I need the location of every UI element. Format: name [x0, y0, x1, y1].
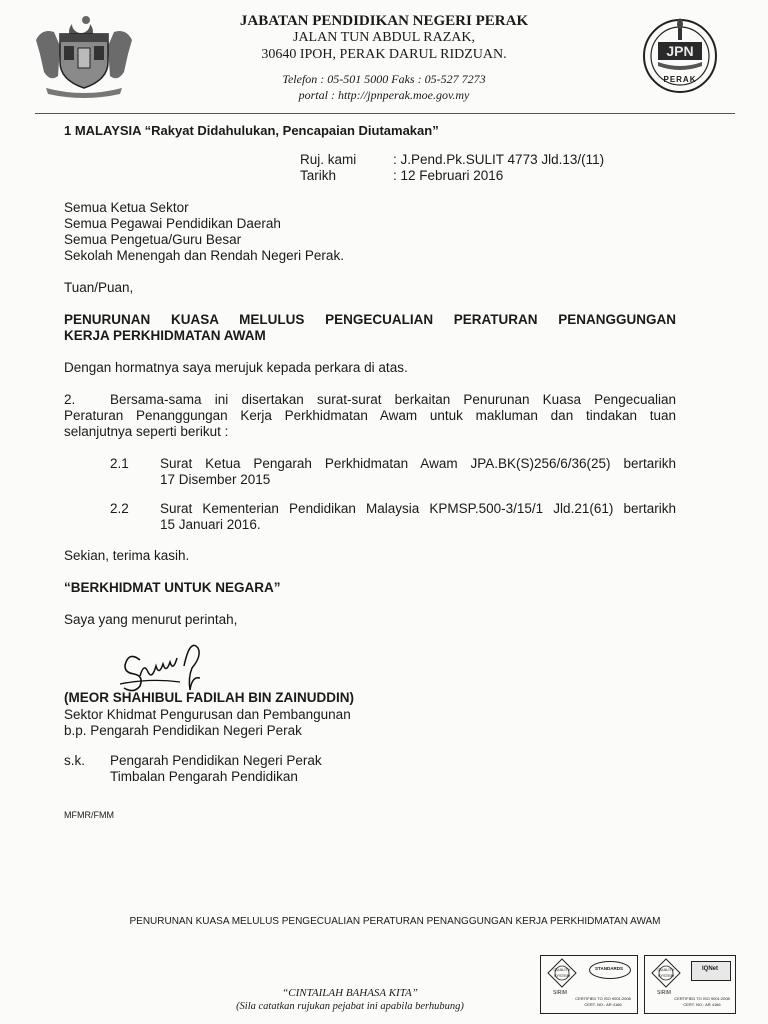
iso-cert-badge	[644, 955, 736, 1014]
closing: Sekian, terima kasih.	[64, 548, 190, 563]
recipient-line: Semua Pegawai Pendidikan Daerah	[64, 216, 281, 231]
initials: MFMR/FMM	[64, 810, 114, 820]
svg-text:JPN: JPN	[666, 43, 694, 59]
cert-line-2: CERT. NO.: AR 4166	[584, 1002, 622, 1007]
motto: 1 MALAYSIA “Rakyat Didahulukan, Pencapaian Diutamakan”	[64, 123, 439, 138]
date-value: : 12 Februari 2016	[393, 168, 504, 183]
paragraph-1: Dengan hormatnya saya merujuk kepada perkara di atas.	[64, 360, 408, 375]
subject-line-1: PENURUNAN KUASA MELULUS PENGECUALIAN PERATURAN PENANGGUNGAN	[64, 312, 676, 327]
footer-subject: PENURUNAN KUASA MELULUS PENGECUALIAN PERATURAN PENANGGUNGAN KERJA PERKHIDMATAN AWAM	[129, 916, 661, 927]
recipient-line: Semua Pengetua/Guru Besar	[64, 232, 242, 247]
ref-value: : J.Pend.Pk.SULIT 4773 Jld.13/(11)	[393, 152, 605, 167]
cert-line-1: CERTIFIED TO ISO 9001:2008	[674, 996, 730, 1001]
cert-top-label: QUALITY SYSTEM	[657, 967, 675, 978]
cc-line-2: Timbalan Pengarah Pendidikan	[110, 769, 298, 784]
paragraph-2-number: 2.	[64, 392, 76, 407]
cert-org-label: SIRIM	[657, 990, 671, 996]
cert-top-label: QUALITY SYSTEM	[553, 967, 571, 978]
address-line-2: 30640 IPOH, PERAK DARUL RIDZUAN.	[261, 47, 507, 62]
subject-line-2: KERJA PERKHIDMATAN AWAM	[64, 328, 266, 343]
cc-line-1: Pengarah Pendidikan Negeri Perak	[110, 753, 322, 768]
signatory-name: (MEOR SHAHIBUL FADILAH BIN ZAINUDDIN)	[64, 690, 354, 705]
slogan: “BERKHIDMAT UNTUK NEGARA”	[64, 580, 281, 595]
address-line-1: JALAN TUN ABDUL RAZAK,	[293, 30, 475, 45]
cert-mid-label: IQNet	[701, 966, 718, 972]
org-name: JABATAN PENDIDIKAN NEGERI PERAK	[239, 13, 529, 29]
salutation: Tuan/Puan,	[64, 280, 134, 295]
header-rule	[35, 113, 735, 114]
contact-line: Telefon : 05-501 5000 Faks : 05-527 7273	[282, 72, 486, 86]
recipient-line: Semua Ketua Sektor	[64, 200, 189, 215]
signatory-title-2: b.p. Pengarah Pendidikan Negeri Perak	[64, 723, 302, 738]
item-number: 2.1	[110, 456, 129, 471]
signatory-title-1: Sektor Khidmat Pengurusan dan Pembangunan	[64, 707, 351, 722]
item-line-2: 15 Januari 2016.	[160, 517, 261, 532]
jpn-perak-logo	[640, 12, 720, 96]
cert-line-1: CERTIFIED TO ISO 9001:2008	[575, 996, 631, 1001]
portal-line: portal : http://jpnperak.moe.gov.my	[298, 88, 470, 102]
footer-note: (Sila catatkan rujukan pejabat ini apabila berhubung)	[236, 1001, 464, 1012]
paragraph-2-line-2: Peraturan Penanggungan Kerja Perkhidmatan Awam untuk makluman dan tindakan tuan	[64, 408, 676, 423]
cert-line-2: CERT. NO.: AR 4166	[683, 1002, 721, 1007]
paragraph-2-line-1: Bersama-sama ini disertakan surat-surat berkaitan Penurunan Kuasa Pengecualian	[110, 392, 676, 407]
cc-label: s.k.	[64, 753, 86, 768]
cert-mid-label: STANDARDS	[595, 966, 623, 971]
signature-image	[118, 640, 218, 692]
sign-off: Saya yang menurut perintah,	[64, 612, 238, 627]
item-line-1: Surat Kementerian Pendidikan Malaysia KPMSP.500-3/15/1 Jld.21(61) bertarikh	[160, 501, 676, 516]
footer-tagline: “CINTAILAH BAHASA KITA”	[282, 987, 418, 999]
cert-org-label: SIRIM	[553, 990, 567, 996]
item-line-2: 17 Disember 2015	[160, 472, 271, 487]
item-line-1: Surat Ketua Pengarah Perkhidmatan Awam JPA.BK(S)256/6/36(25) bertarikh	[160, 456, 676, 471]
right-logo-text: PERAK	[663, 75, 697, 84]
recipient-line: Sekolah Menengah dan Rendah Negeri Perak.	[64, 248, 344, 263]
paragraph-2-line-3: selanjutnya seperti berikut :	[64, 424, 229, 439]
item-number: 2.2	[110, 501, 129, 516]
iso-cert-badge	[540, 955, 638, 1014]
date-label: Tarikh	[300, 168, 337, 183]
ref-label: Ruj. kami	[300, 152, 357, 167]
